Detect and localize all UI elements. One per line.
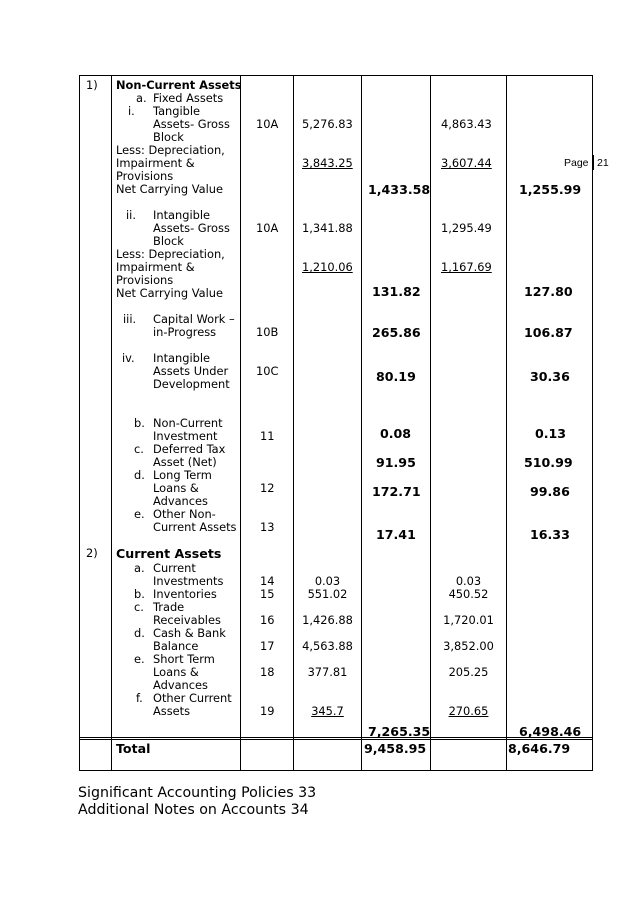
table-rule-total-top-a [79, 737, 593, 738]
intangible-gross-value: 1,341.88 [302, 221, 353, 235]
cwip-line1: Capital Work – [153, 312, 235, 326]
intangible-note: 10A [256, 221, 279, 235]
col-line-0 [79, 75, 80, 771]
cash-note: 17 [260, 639, 275, 653]
intangible-line1: Intangible [153, 208, 211, 222]
ltla-letter: d. [134, 468, 145, 482]
iaud-roman: iv. [122, 351, 135, 365]
intangible-net-value: 131.82 [372, 284, 421, 299]
page-number-separator [593, 155, 594, 170]
page-number: 21 [597, 157, 609, 169]
current-assets-subtotal-prev: 6,498.46 [519, 724, 582, 739]
dta-line1: Deferred Tax [153, 442, 226, 456]
dta-letter: c. [134, 442, 144, 456]
tr-line2: Receivables [153, 613, 221, 627]
tangible-gross-value: 5,276.83 [302, 117, 353, 131]
intangible-gross-prev: 1,295.49 [441, 221, 492, 235]
ltla-prev: 99.86 [530, 484, 570, 499]
tr-note: 16 [260, 613, 275, 627]
tangible-ncv-label: Net Carrying Value [116, 182, 223, 196]
iaud-line1: Intangible [153, 351, 211, 365]
col-line-4 [361, 75, 362, 771]
col-line-2 [240, 75, 241, 771]
tr-line1: Trade [153, 600, 185, 614]
tangible-dep-prev: 3,607.44 [441, 156, 492, 170]
dta-prev: 510.99 [524, 455, 573, 470]
cwip-prev: 106.87 [524, 325, 573, 340]
table-border-top [79, 75, 593, 76]
ci-line2: Investments [153, 574, 224, 588]
cwip-note: 10B [256, 325, 279, 339]
iaud-line3: Development [153, 377, 230, 391]
stla-note: 18 [260, 665, 275, 679]
tangible-line1: Tangible [153, 104, 201, 118]
cash-line2: Balance [153, 639, 199, 653]
total-value-prev: 8,646.79 [508, 741, 571, 756]
oca-prev [431, 705, 506, 718]
ltla-line3: Advances [153, 494, 208, 508]
total-label: Total [116, 741, 151, 756]
tangible-roman: i. [128, 104, 135, 118]
intangible-ncv-label: Net Carrying Value [116, 286, 223, 300]
oca-note: 19 [260, 704, 275, 718]
intangible-line2: Assets- Gross [153, 221, 230, 235]
oth-nca-value: 17.41 [376, 527, 416, 542]
cash-line1: Cash & Bank [153, 626, 226, 640]
ci-note: 14 [260, 574, 275, 588]
intangible-net-prev: 127.80 [524, 284, 573, 299]
fixed-assets-letter: a. [136, 91, 147, 105]
inv-label: Inventories [153, 587, 217, 601]
tangible-dep-line3: Provisions [116, 169, 174, 183]
section-number-2: 2) [86, 546, 98, 560]
intangible-dep-value: 1,210.06 [302, 260, 353, 274]
oth-nca-note: 13 [260, 520, 275, 534]
intangible-roman: ii. [126, 208, 136, 222]
intangible-line3: Block [153, 234, 184, 248]
cash-value: 4,563.88 [302, 639, 353, 653]
oca-line1: Other Current [153, 691, 232, 705]
section-number-1: 1) [86, 78, 98, 92]
total-value: 9,458.95 [364, 741, 427, 756]
nci-note: 11 [260, 429, 275, 443]
cash-letter: d. [134, 626, 145, 640]
stla-line1: Short Term [153, 652, 215, 666]
oca-line2: Assets [153, 704, 191, 718]
ci-letter: a. [134, 561, 145, 575]
nci-line1: Non-Current [153, 416, 223, 430]
cwip-roman: iii. [123, 312, 137, 326]
iaud-note: 10C [256, 364, 279, 378]
inv-value: 551.02 [307, 587, 348, 601]
tangible-dep-line1: Less: Depreciation, [116, 143, 225, 157]
tangible-dep-line2: Impairment & [116, 156, 195, 170]
ci-prev: 0.03 [455, 574, 482, 588]
oca-value [294, 705, 361, 718]
stla-prev: 205.25 [448, 665, 489, 679]
oca-prev-text: 270.65 [448, 704, 489, 718]
oth-nca-prev: 16.33 [530, 527, 570, 542]
section-title-current-assets: Current Assets [116, 546, 222, 561]
current-assets-subtotal: 7,265.35 [368, 724, 431, 739]
iaud-value: 80.19 [376, 369, 416, 384]
cwip-line2: in-Progress [153, 325, 217, 339]
dta-value: 91.95 [376, 455, 416, 470]
fixed-assets-label: Fixed Assets [153, 91, 224, 105]
ltla-line2: Loans & [153, 481, 199, 495]
inv-letter: b. [134, 587, 145, 601]
oth-nca-letter: e. [134, 507, 145, 521]
ltla-line1: Long Term [153, 468, 212, 482]
ci-line1: Current [153, 561, 196, 575]
table-rule-total-top-b [79, 739, 593, 740]
stla-value: 377.81 [307, 665, 348, 679]
tangible-gross-prev: 4,863.43 [441, 117, 492, 131]
col-line-7 [592, 75, 593, 771]
footer-accounting-policies: Significant Accounting Policies 33 [78, 785, 317, 801]
tangible-net-value: 1,433.58 [368, 182, 431, 197]
ltla-note: 12 [260, 481, 275, 495]
cash-prev: 3,852.00 [443, 639, 494, 653]
tangible-note: 10A [256, 117, 279, 131]
iaud-line2: Assets Under [153, 364, 229, 378]
section-title-non-current-assets: Non-Current Assets [116, 78, 242, 92]
table-border-bottom [79, 770, 593, 771]
ci-value: 0.03 [314, 574, 341, 588]
inv-note: 15 [260, 587, 275, 601]
dta-line2: Asset (Net) [153, 455, 217, 469]
col-line-6 [506, 75, 507, 771]
iaud-prev: 30.36 [530, 369, 570, 384]
tangible-line2: Assets- Gross [153, 117, 230, 131]
intangible-dep-line3: Provisions [116, 273, 174, 287]
tangible-line3: Block [153, 130, 184, 144]
intangible-dep-line2: Impairment & [116, 260, 195, 274]
oca-value-text: 345.7 [311, 704, 344, 718]
ltla-value: 172.71 [372, 484, 421, 499]
oca-letter: f. [136, 691, 143, 705]
intangible-dep-prev: 1,167.69 [441, 260, 492, 274]
oth-nca-line2: Current Assets [153, 520, 237, 534]
intangible-dep-line1: Less: Depreciation, [116, 247, 225, 261]
stla-line3: Advances [153, 678, 208, 692]
stla-letter: e. [134, 652, 145, 666]
oth-nca-line1: Other Non- [153, 507, 216, 521]
tr-value: 1,426.88 [302, 613, 353, 627]
nci-prev: 0.13 [535, 426, 567, 441]
stla-line2: Loans & [153, 665, 199, 679]
cwip-value: 265.86 [372, 325, 421, 340]
nci-letter: b. [134, 416, 145, 430]
tr-letter: c. [134, 600, 144, 614]
tangible-dep-value: 3,843.25 [302, 156, 353, 170]
nci-value: 0.08 [380, 426, 412, 441]
col-line-1 [111, 75, 112, 771]
page-label: Page [564, 157, 589, 169]
tangible-net-prev: 1,255.99 [519, 182, 582, 197]
nci-line2: Investment [153, 429, 218, 443]
footer-additional-notes: Additional Notes on Accounts 34 [78, 802, 309, 818]
tr-prev: 1,720.01 [443, 613, 494, 627]
inv-prev: 450.52 [448, 587, 489, 601]
